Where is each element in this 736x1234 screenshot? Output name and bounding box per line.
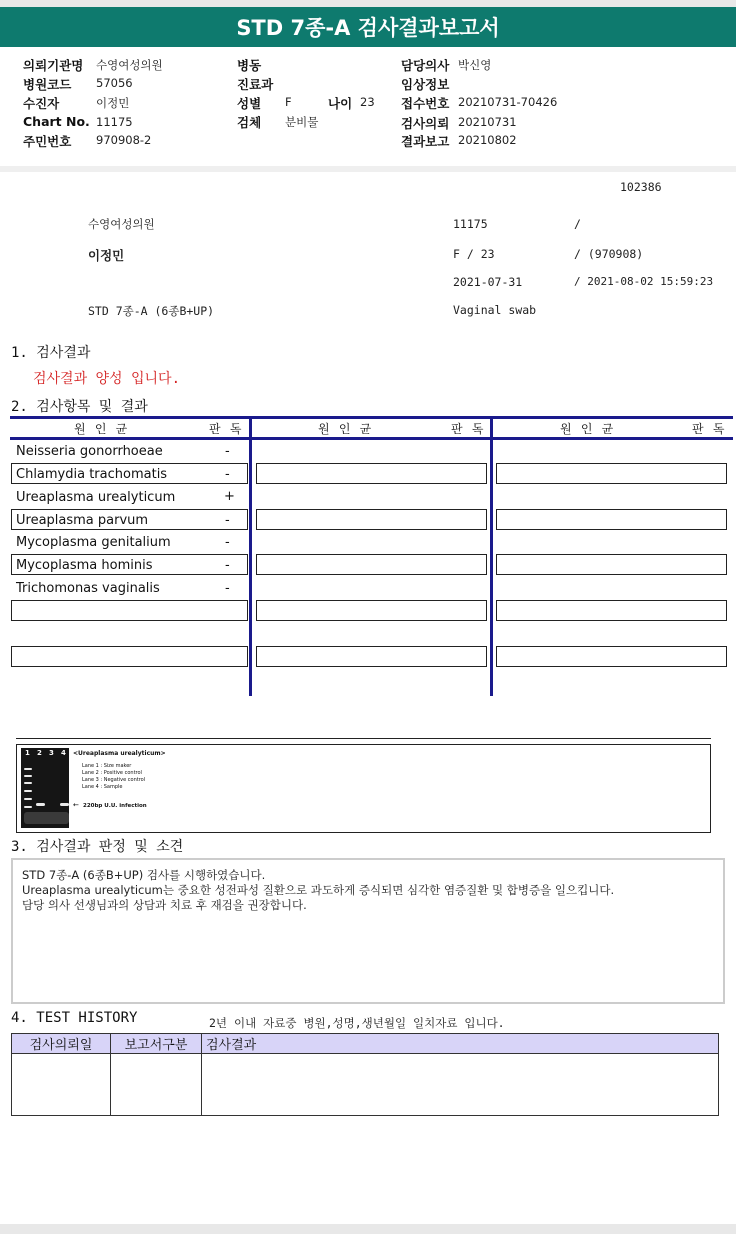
chart-no-label: Chart No. (23, 114, 90, 129)
pathogen-ureaplasma-urealyticum: Ureaplasma urealyticum (16, 490, 176, 505)
header-pathogen-2: 원 인 균 (318, 422, 373, 436)
row-box (256, 554, 487, 575)
patient-value: 이정민 (96, 96, 130, 110)
ladder-band (24, 790, 32, 792)
ladder-band (24, 768, 32, 770)
resident-no-value: 970908-2 (96, 133, 152, 147)
table-divider-1 (249, 416, 252, 696)
judge-trichomonas: - (225, 581, 230, 596)
history-cell (12, 1054, 111, 1116)
summary-hospital: 수영여성의원 (88, 217, 155, 231)
row-box (496, 554, 727, 575)
judge-chlamydia: - (225, 467, 230, 482)
row-box (11, 600, 248, 621)
history-col-result: 검사결과 (202, 1034, 719, 1054)
report-date-value: 20210802 (458, 133, 517, 147)
opinion-box (11, 858, 725, 1004)
report-title: STD 7종-A 검사결과보고서 (0, 7, 736, 47)
opinion-line: 담당 의사 선생님과의 상담과 치료 후 재검을 권장합니다. (22, 898, 307, 912)
pathogen-trichomonas: Trichomonas vaginalis (16, 581, 160, 596)
row-box (256, 646, 487, 667)
judge-neisseria: - (225, 444, 230, 459)
table-divider-2 (490, 416, 493, 696)
clinical-info-label: 임상정보 (401, 77, 450, 92)
header-info (0, 50, 736, 167)
table-header-rule (10, 437, 733, 440)
judge-ureaplasma-urealyticum: + (224, 489, 235, 504)
department-label: 진료과 (237, 77, 274, 92)
summary-sex-age: F / 23 (453, 247, 495, 261)
row-box (496, 646, 727, 667)
request-date-value: 20210731 (458, 115, 517, 129)
gel-legend: Lane 2 : Positive control (82, 770, 142, 776)
pathogen-mycoplasma-genitalium: Mycoplasma genitalium (16, 535, 171, 550)
judge-ureaplasma-parvum: - (225, 513, 230, 528)
report-number: 102386 (620, 180, 662, 194)
sex-label: 성별 (237, 96, 262, 111)
specimen-value: 분비물 (285, 115, 319, 129)
judge-mycoplasma-genitalium: - (225, 535, 230, 550)
hospital-code-label: 병원코드 (23, 77, 72, 92)
hospital-name-value: 수영여성의원 (96, 58, 163, 72)
row-box (256, 509, 487, 530)
header-pathogen-1: 원 인 균 (74, 422, 129, 436)
summary-birth: / (970908) (574, 247, 644, 261)
chart-no-value: 11175 (96, 115, 133, 129)
summary-patient: 이정민 (88, 248, 125, 263)
age-value: 23 (360, 95, 375, 109)
history-col-report-type: 보고서구분 (111, 1034, 202, 1054)
section2-title: 2. 검사항목 및 결과 (11, 399, 148, 415)
bottom-bar (0, 1224, 736, 1234)
sample-band (60, 803, 69, 806)
row-box (496, 509, 727, 530)
doctor-label: 담당의사 (401, 58, 450, 73)
reception-no-label: 접수번호 (401, 96, 450, 111)
summary-slash: / (574, 217, 581, 231)
separator-band (0, 166, 736, 172)
gel-legend: Lane 4 : Sample (82, 784, 123, 790)
arrow-icon: ← (73, 801, 79, 809)
pathogen-neisseria: Neisseria gonorrhoeae (16, 444, 163, 459)
section1-title: 1. 검사결과 (11, 345, 91, 361)
resident-no-label: 주민번호 (23, 134, 72, 149)
positive-control-band (36, 803, 45, 806)
section3-title: 3. 검사결과 판정 및 소견 (11, 839, 184, 855)
specimen-label: 검체 (237, 115, 262, 130)
patient-label: 수진자 (23, 96, 60, 111)
row-box (256, 600, 487, 621)
ladder-band (24, 798, 32, 800)
history-cell (111, 1054, 202, 1116)
top-bar (0, 0, 736, 7)
table-top-rule (10, 416, 733, 419)
age-label: 나이 (328, 96, 353, 111)
sex-value: F (285, 95, 292, 109)
lane-label: 1 (25, 749, 30, 757)
opinion-line: STD 7종-A (6종B+UP) 검사를 시행하였습니다. (22, 868, 266, 882)
header-judge-1: 판 독 (209, 422, 243, 436)
pathogen-ureaplasma-parvum: Ureaplasma parvum (16, 513, 149, 528)
lane-label: 4 (61, 749, 66, 757)
gel-image-panel (16, 744, 711, 833)
gel-legend: Lane 1 : Size maker (82, 763, 132, 769)
section1-result: 검사결과 양성 입니다. (33, 371, 181, 387)
row-box (256, 463, 487, 484)
hospital-name-label: 의뢰기관명 (23, 58, 84, 73)
row-box (496, 600, 727, 621)
report-date-label: 결과보고 (401, 134, 450, 149)
primer-glow (24, 812, 69, 824)
pathogen-chlamydia: Chlamydia trachomatis (16, 467, 168, 482)
hospital-code-value: 57056 (96, 76, 133, 90)
gel-caption: <Ureaplasma urealyticum> (73, 750, 166, 757)
lane-label: 3 (49, 749, 54, 757)
history-cell (202, 1054, 719, 1116)
header-pathogen-3: 원 인 균 (560, 422, 615, 436)
row-box (496, 463, 727, 484)
header-judge-2: 판 독 (451, 422, 485, 436)
gel-band-label: 220bp U.U. infection (83, 803, 147, 809)
ladder-band (24, 782, 32, 784)
summary-test-name: STD 7종-A (6종B+UP) (88, 304, 215, 318)
ladder-band (24, 806, 32, 808)
lane-label: 2 (37, 749, 42, 757)
ward-label: 병동 (237, 58, 262, 73)
ladder-band (24, 775, 32, 777)
reception-no-value: 20210731-70426 (458, 95, 558, 109)
judge-mycoplasma-hominis: - (225, 558, 230, 573)
summary-request-date: 2021-07-31 (453, 275, 523, 289)
history-col-request-date: 검사의뢰일 (12, 1034, 111, 1054)
history-table (11, 1033, 719, 1116)
request-date-label: 검사의뢰 (401, 116, 450, 131)
opinion-line: Ureaplasma urealyticum는 중요한 성전파성 질환으로 과도하게 증식되면 심각한 염증질환 및 합병증을 일으킵니다. (22, 883, 615, 897)
history-note: 2년 이내 자료중 병원,성명,생년월일 일치자료 입니다. (209, 1016, 505, 1030)
doctor-value: 박신영 (458, 58, 492, 72)
header-judge-3: 판 독 (692, 422, 726, 436)
gel-electrophoresis-image (21, 748, 69, 828)
summary-report-datetime: / 2021-08-02 15:59:23 (574, 275, 714, 288)
row-box (11, 646, 248, 667)
section4-title: 4. TEST HISTORY (11, 1010, 138, 1026)
summary-specimen: Vaginal swab (453, 303, 537, 317)
gel-legend: Lane 3 : Negative control (82, 777, 146, 783)
summary-chart-no: 11175 (453, 217, 488, 231)
pathogen-mycoplasma-hominis: Mycoplasma hominis (16, 558, 153, 573)
gel-top-rule (16, 738, 711, 739)
